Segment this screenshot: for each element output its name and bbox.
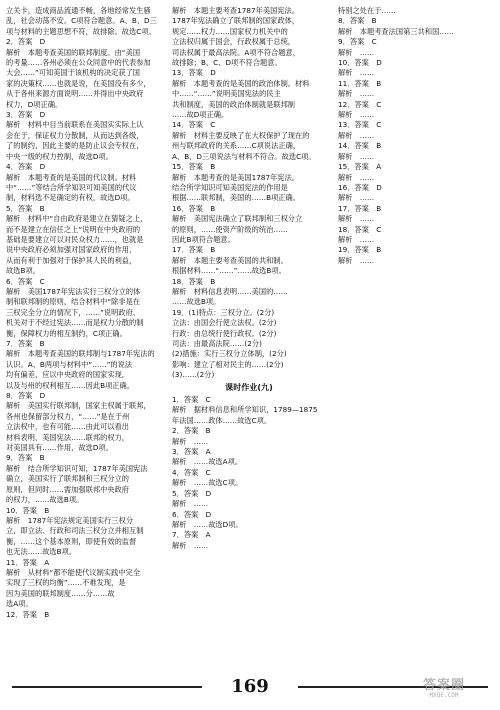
text-line: 10．答案 D xyxy=(338,58,382,68)
text-line: 15．答案 A xyxy=(338,162,382,172)
text-line: 14．答案 B xyxy=(338,141,382,151)
text-line: 11．答案 A xyxy=(6,557,50,567)
text-line: 解析 本题考查的是美国的政治体制。材料 xyxy=(172,78,310,88)
text-line: 衡，……这个基本原则，即使有效的监督 xyxy=(6,536,137,546)
text-line: 14．答案 C xyxy=(172,120,216,130)
text-line: 行政：由总统行使行政权。(2分) xyxy=(172,328,277,338)
text-line: 结合所学知识可知美国宪法的作用是 xyxy=(172,182,288,192)
text-line: (3)……(2分) xyxy=(172,370,215,380)
text-line: 乱，社会动荡不安。C项符合题意。A、B、D三 xyxy=(6,16,157,26)
text-line: 解析 …… xyxy=(338,234,375,244)
text-line: 立法：由国会行使立法权。(2分) xyxy=(172,318,277,328)
text-line: 家的决策权……也就是说，在美国没有多少， xyxy=(6,78,151,88)
text-line: 解析 材料中目当前联系在美国实实际上认 xyxy=(6,120,144,130)
text-line: 1．答案 C xyxy=(172,395,211,405)
text-line: 基础是要建立可以对民众权力……，也就是 xyxy=(6,234,144,244)
text-line: 原则，但同时……需加强联邦中央政府 xyxy=(6,484,130,494)
text-line: 9．答案 B xyxy=(6,453,45,463)
text-line: 解析 ……故选A项。 xyxy=(172,457,243,467)
text-line: 17．答案 B xyxy=(338,203,382,213)
text-line: 解析 据材料信息和所学知识，1789—1875 xyxy=(172,405,318,415)
text-line: 从于各州来源方面说明……并得出中央政府 xyxy=(6,89,144,99)
text-line: 解析 美国实行联邦制，国家主权属于联邦， xyxy=(6,401,151,411)
text-line: 2．答案 B xyxy=(172,426,211,436)
text-line: 规定……权力……国家权力机关中的 xyxy=(172,26,288,36)
text-line: 解析 本题考查的是美国1787年宪法。 xyxy=(172,172,300,182)
text-line: 因为美国的联邦制度……分……故 xyxy=(6,588,115,598)
text-line: 18．答案 B xyxy=(172,276,216,286)
text-line: 解析 …… xyxy=(338,151,375,161)
text-line: 19．(1)特点：三权分立。(2分) xyxy=(172,307,275,317)
column-middle xyxy=(172,6,326,670)
text-line: 实现了三权的均衡”……不难发现，是 xyxy=(6,578,126,588)
text-line: 解析 1787年宪法规定美国实行三权分 xyxy=(6,515,134,525)
text-line: 认识。A、B两项与材料中“……”的说法 xyxy=(6,359,133,369)
text-line: 立关卡，造成商品流通不畅，各地经常发生骚 xyxy=(6,6,151,15)
text-line: 解析 从材料“都不能使代议制实践中完全 xyxy=(6,567,141,577)
text-line: 确立，美国实行了联邦制和三权分立的 xyxy=(6,474,130,484)
text-line: 18．答案 C xyxy=(338,224,382,234)
text-line: A、B、D三项说法与材料不符合。故选C项。 xyxy=(172,151,316,161)
text-line: 解析 …… xyxy=(338,47,375,57)
text-line: 6．答案 C xyxy=(6,276,45,286)
text-line: 6．答案 D xyxy=(172,509,212,519)
text-line: 9．答案 C xyxy=(338,37,377,47)
text-line: ……故选B项。 xyxy=(172,297,221,307)
text-line: 因此B项符合题意。 xyxy=(172,234,235,244)
text-line: 解析 …… xyxy=(338,172,375,182)
text-line: 解析 …… xyxy=(172,436,209,446)
text-line: 15．答案 B xyxy=(172,162,216,172)
text-line: 16．答案 B xyxy=(172,203,216,213)
text-line: 共和制度，美国的政治体制就是联邦制 xyxy=(172,99,296,109)
footer-rule-left xyxy=(12,686,202,688)
text-line: 解析 材料中“自由政府是建立在猜疑之上， xyxy=(6,214,148,224)
text-line: 解析 美国1787年宪法实行三权分立的体 xyxy=(6,286,141,296)
text-line: (2)措施：实行三权分立体制，(2分) xyxy=(172,349,287,359)
text-line: 的原则，……使资产阶级的统治…… xyxy=(172,224,288,234)
text-line: 解析 …… xyxy=(172,540,209,550)
text-line: 解析 本题考查的是美国的代议制。材料 xyxy=(6,172,137,182)
text-line: 解析 本题考查法国第三共和国…… xyxy=(338,26,454,36)
text-line: 8．答案 D xyxy=(6,391,46,401)
text-line: 解析 结合所学知识可知，1787年美国宪法 xyxy=(6,463,148,473)
text-line: 机关对于不经过宪法……而是权力分散的制 xyxy=(6,318,144,328)
text-line: 州与联邦政府的关系……C项说法正确， xyxy=(172,141,301,151)
page-number: 169 xyxy=(231,676,269,697)
text-line: 会在于，保证权力分散制，从而达到各级， xyxy=(6,130,144,140)
text-line: 10．答案 B xyxy=(6,505,50,515)
text-line: 权力，D项正确。 xyxy=(6,99,63,109)
text-line: 大会……”可知美国于该机构的决定获了国 xyxy=(6,68,141,78)
text-line: 12．答案 C xyxy=(338,99,382,109)
text-line: 解析 ……故选D项。 xyxy=(172,519,243,529)
text-line: 解析 …… xyxy=(338,255,375,265)
text-line: 解析 …… xyxy=(338,130,375,140)
text-line: 制和联邦制的原则，结合材料中“除非是在 xyxy=(6,297,141,307)
text-line: 解析 …… xyxy=(338,110,375,120)
text-line: 2．答案 D xyxy=(6,37,46,47)
text-line: 立，即立法、行政和司法三权分立并相互制 xyxy=(6,526,144,536)
text-line: 中……“……”说明美国宪法的民主 xyxy=(172,89,281,99)
text-line: 影响：建立了相对民主的……(2分) xyxy=(172,359,284,369)
text-line: 中“……”等结合所学知识可知美国的代议 xyxy=(6,182,137,192)
text-line: 立法权中，也有可能……由此可以看出 xyxy=(6,422,130,432)
watermark-url: MXQE.COM xyxy=(429,692,459,699)
text-line: 17．答案 B xyxy=(172,245,216,255)
text-line: 从而有利于加强对于保护其人民的利益， xyxy=(6,255,137,265)
text-line: 根据材料……“……”……故选B项。 xyxy=(172,266,286,276)
text-line: 解析 美国宪法确立了联邦制和三权分立 xyxy=(172,214,303,224)
text-line: 选A项。 xyxy=(6,599,33,609)
text-line: 项与材料的主题思想不符，故排除。故选C项。 xyxy=(6,26,156,36)
text-line: 解析 …… xyxy=(172,499,209,509)
text-line: 解析 本题考查美国的联邦制与1787年宪法的 xyxy=(6,349,155,359)
text-line: 7．答案 B xyxy=(6,339,45,348)
text-line: 年法国……政体……故选C项。 xyxy=(172,415,272,425)
text-line: 对美国具有……作用，故选D项。 xyxy=(6,443,113,453)
text-line: 3．答案 A xyxy=(172,447,211,457)
text-line: ……故D项正确。 xyxy=(172,110,229,120)
text-line: 特别之处在于…… xyxy=(338,6,396,15)
text-line: 各州也保留部分权力，“……”是在于州 xyxy=(6,411,130,421)
text-line: 立法权归属于国会，行政权属于总统， xyxy=(172,37,296,47)
text-line: 中央一级的权力控制，故选D项。 xyxy=(6,151,113,161)
section-heading: 课时作业(九) xyxy=(225,382,273,392)
text-line: 故排除；B、C、D项不符合题意。 xyxy=(172,58,282,68)
text-line: 解析 …… xyxy=(338,193,375,203)
text-line: 而不是建立在信任之上”说明在中央政府的 xyxy=(6,224,141,234)
text-line: 5．答案 B xyxy=(6,203,45,213)
text-line: 也无法……故选B项。 xyxy=(6,547,77,557)
watermark-logo xyxy=(392,672,496,706)
text-line: 解析 ……故选C项。 xyxy=(172,478,243,488)
watermark-text: 答案圈 xyxy=(422,678,465,693)
text-line: 13．答案 C xyxy=(338,120,382,130)
text-line: 解析 …… xyxy=(338,89,375,99)
column-left xyxy=(6,6,160,670)
text-line: 故选B项。 xyxy=(6,266,40,276)
text-line: 解析 材料主要反映了在大权保护了现在的 xyxy=(172,130,310,140)
text-line: 的考量……各州必须在公众同意中的代表参加 xyxy=(6,58,151,68)
text-line: 16．答案 D xyxy=(338,182,382,192)
text-line: 19．答案 B xyxy=(338,245,382,255)
text-line: 材料表明，美国宪法……联邦的权力， xyxy=(6,432,130,442)
column-right xyxy=(338,6,492,670)
text-line: 4．答案 D xyxy=(6,162,46,172)
text-line: 12．答案 B xyxy=(6,609,50,619)
text-line: 说中央政府必须加强对国家政府的作用， xyxy=(6,245,137,255)
text-line: 解析 材料信息表明……美国的…… xyxy=(172,286,288,296)
text-line: 1787年宪法确立了联邦制的国家政体， xyxy=(172,16,300,26)
text-line: 8．答案 B xyxy=(338,16,377,26)
text-line: 衡，保障权力的相互制约，C项正确。 xyxy=(6,328,127,338)
text-line: 均有偏差，应以中央政府的国家实现， xyxy=(6,370,130,380)
text-line: 5．答案 D xyxy=(172,488,212,498)
text-line: 解析 …… xyxy=(338,214,375,224)
text-line: 以及与州的权利相互……因此B项正确。 xyxy=(6,380,135,390)
text-line: 解析 …… xyxy=(338,68,375,78)
text-line: 司法：由最高法院……(2分) xyxy=(172,339,262,348)
text-line: 的权力，……故选B项。 xyxy=(6,495,84,505)
text-line: 了的制约，因此主要的是防止议会专权在， xyxy=(6,141,144,151)
text-line: 11．答案 B xyxy=(338,78,382,88)
text-line: 根据……联邦制，美国的……B项正确。 xyxy=(172,193,301,203)
text-line: 解析 本题主要考查1787年美国宪法。 xyxy=(172,6,300,15)
text-line: 3．答案 D xyxy=(6,110,46,120)
text-line: 制，材料选不足确定的有权，故选D项。 xyxy=(6,193,135,203)
text-line: 7．答案 A xyxy=(172,530,211,540)
text-line: 13．答案 D xyxy=(172,68,216,78)
text-line: 4．答案 C xyxy=(172,467,211,477)
text-line: 三权完全分立的情况下，……”说明政府、 xyxy=(6,307,141,317)
text-line: 解析 本题考查美国的联邦制度。由“美国 xyxy=(6,47,141,57)
text-line: 司法权属于最高法院。A项不符合题意， xyxy=(172,47,301,57)
text-line: 解析 本题主要考查美国的共和制。 xyxy=(172,255,288,265)
